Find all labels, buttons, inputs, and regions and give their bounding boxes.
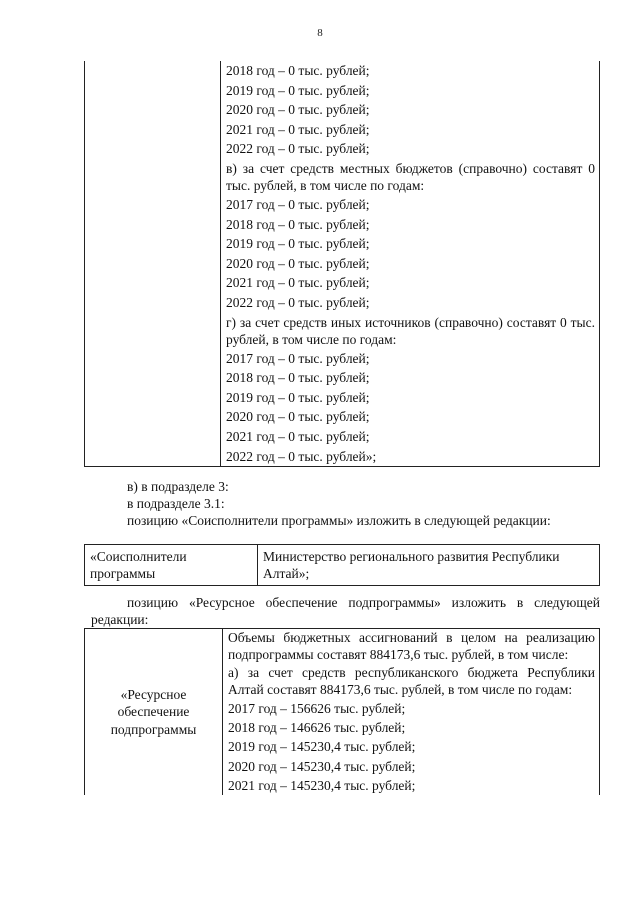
resource-label: «Ресурсное обеспечение подпрограммы bbox=[85, 629, 223, 796]
coexecutors-table bbox=[84, 544, 600, 586]
resource-content bbox=[223, 629, 600, 796]
year-line: 2020 год – 0 тыс. рублей; bbox=[226, 255, 370, 271]
year-line: 2017 год – 0 тыс. рублей; bbox=[226, 350, 370, 366]
year-line: 2020 год – 0 тыс. рублей; bbox=[226, 102, 370, 118]
table-right-cell bbox=[221, 61, 600, 467]
coexecutors-instruction: позицию «Соисполнители программы» изложить в следующей редакции: bbox=[127, 513, 551, 528]
year-line: 2017 год – 156626 тыс. рублей; bbox=[228, 701, 406, 716]
year-line: 2017 год – 0 тыс. рублей; bbox=[226, 196, 370, 212]
coexecutors-label: «Соисполнители программы bbox=[85, 545, 258, 586]
year-line: 2021 год – 0 тыс. рублей; bbox=[226, 121, 370, 137]
year-line: 2018 год – 0 тыс. рублей; bbox=[226, 216, 370, 232]
subsection-3-1-heading: в подразделе 3.1: bbox=[127, 496, 225, 511]
year-line: 2022 год – 0 тыс. рублей; bbox=[226, 294, 370, 310]
year-line: 2018 год – 0 тыс. рублей; bbox=[226, 63, 370, 78]
republic-budget-paragraph: а) за счет средств республиканского бюджета Республики Алтай составят 884173,6 тыс. рублей, в том числе по годам: bbox=[228, 665, 595, 697]
local-budget-paragraph: в) за счет средств местных бюджетов (справочно) составят 0 тыс. рублей, в том числе по годам: bbox=[226, 160, 595, 193]
total-allocation-paragraph: Объемы бюджетных ассигнований в целом на реализацию подпрограммы составят 884173,6 тыс. рублей, в том числе: bbox=[228, 630, 595, 662]
other-sources-paragraph: г) за счет средств иных источников (справочно) составят 0 тыс. рублей, в том числе по годам: bbox=[226, 314, 595, 347]
year-line: 2021 год – 0 тыс. рублей; bbox=[226, 428, 370, 444]
funding-table-continuation bbox=[84, 61, 600, 467]
page-number: 8 bbox=[317, 27, 323, 39]
resource-provision-table bbox=[84, 628, 600, 795]
year-line: 2019 год – 0 тыс. рублей; bbox=[226, 82, 370, 98]
subsection-3-heading: в) в подразделе 3: bbox=[127, 479, 229, 494]
year-line: 2021 год – 145230,4 тыс. рублей; bbox=[228, 777, 416, 793]
year-line: 2022 год – 0 тыс. рублей»; bbox=[226, 448, 377, 464]
year-line: 2020 год – 0 тыс. рублей; bbox=[226, 409, 370, 425]
year-line: 2019 год – 0 тыс. рублей; bbox=[226, 389, 370, 405]
year-line: 2018 год – 146626 тыс. рублей; bbox=[228, 720, 406, 736]
coexecutors-value: Министерство регионального развития Республики Алтай»; bbox=[258, 545, 600, 586]
table-left-cell bbox=[85, 61, 221, 467]
year-line: 2021 год – 0 тыс. рублей; bbox=[226, 275, 370, 291]
resource-instruction: позицию «Ресурсное обеспечение подпрограммы» изложить в следующей редакции: bbox=[91, 595, 600, 627]
year-line: 2022 год – 0 тыс. рублей; bbox=[226, 141, 370, 157]
year-line: 2019 год – 0 тыс. рублей; bbox=[226, 236, 370, 252]
year-line: 2018 год – 0 тыс. рублей; bbox=[226, 370, 370, 386]
year-line: 2019 год – 145230,4 тыс. рублей; bbox=[228, 739, 416, 755]
year-line: 2020 год – 145230,4 тыс. рублей; bbox=[228, 758, 416, 774]
